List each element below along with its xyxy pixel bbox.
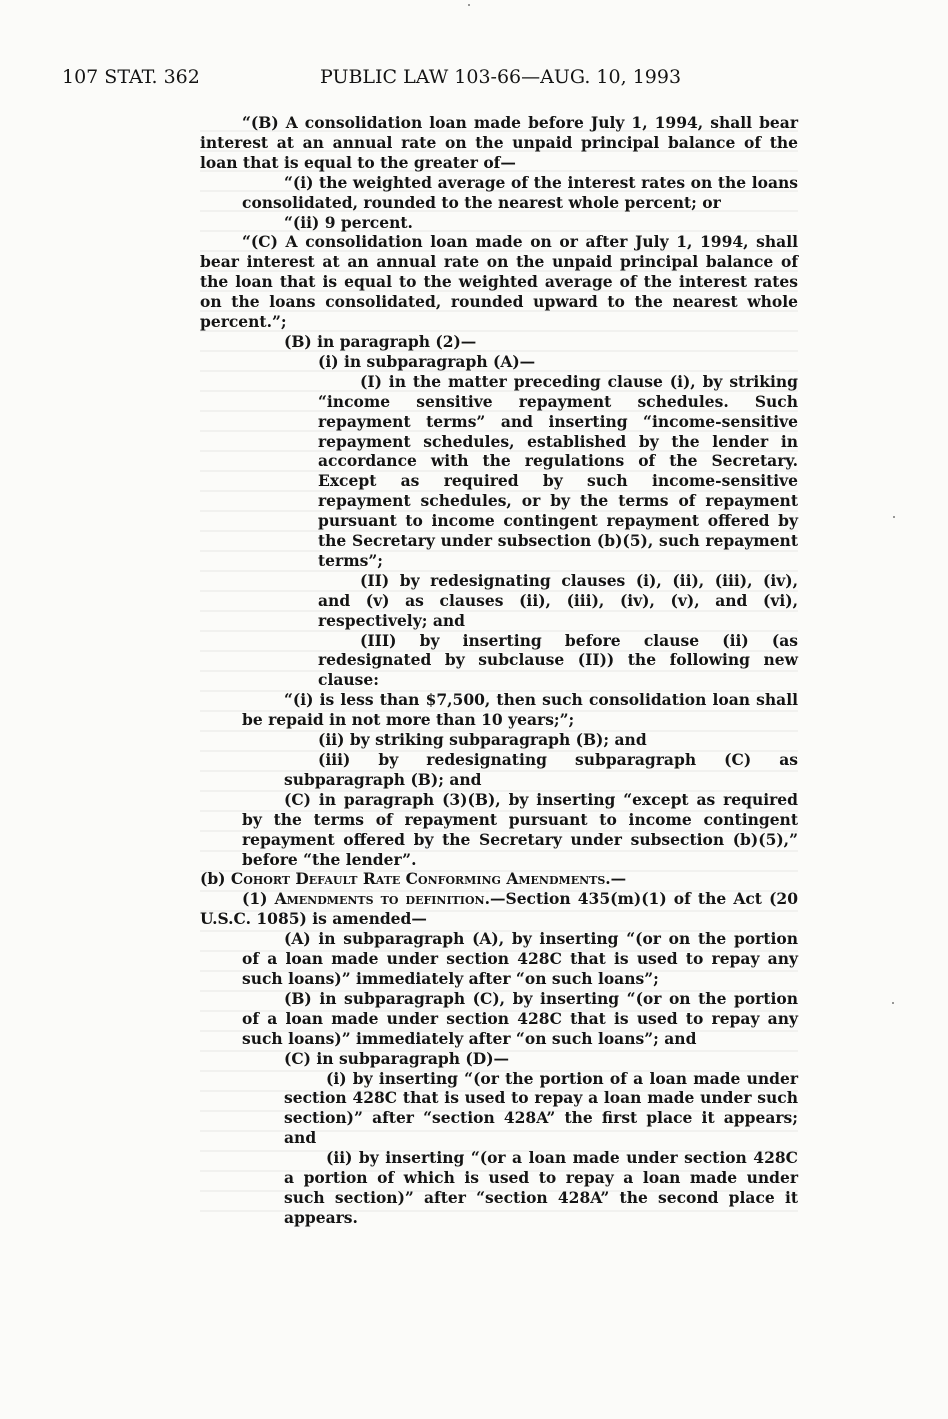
- page-header: [62, 62, 802, 92]
- paragraph-b-para-2: (B) in paragraph (2)—: [284, 331, 477, 351]
- scan-speck: [892, 1002, 894, 1004]
- amend-subpara-c: (C) in subparagraph (D)—: [284, 1048, 510, 1068]
- paragraph-consolidation-c: “(C) A consolidation loan made on or after July 1, 1994, shall bear interest at an annual rate on the unpaid principal balance of the loan that is equal to the weighted average of the interest rates on the loans consolidated, rounded upward to the nearest whole percent.”;: [200, 232, 798, 332]
- subclause-I: (I) in the matter preceding clause (i), by striking “income sensitive repayment schedules. Such repayment terms” and inserting “income-sensitive repayment schedules, established by the lender in accordance with the regulations of the Secretary. Except as required by such income-sensitive repayment schedules, or by the terms of repayment pursuant to income contingent repayment offered by the Secretary under subsection (b)(5), such repayment terms”;: [318, 371, 798, 570]
- public-law-title: PUBLIC LAW 103-66—AUG. 10, 1993: [320, 66, 682, 88]
- subparagraph-i-a: (i) in subparagraph (A)—: [318, 351, 536, 371]
- new-clause-i: “(i) is less than $7,500, then such consolidation loan shall be repaid in not more than 10 years;”;: [242, 690, 798, 730]
- clause-ii-nine-percent: “(ii) 9 percent.: [284, 212, 413, 232]
- amend-subpara-b: (B) in subparagraph (C), by inserting “(or on the portion of a loan made under section 428C that is used to repay any such loans)” immediately after “on such loans”; and: [242, 988, 798, 1048]
- subsection-b-label: (b): [200, 869, 226, 889]
- clause-ii-striking: (ii) by striking subparagraph (B); and: [318, 730, 647, 750]
- paragraph-consolidation-b: “(B) A consolidation loan made before July 1, 1994, shall bear interest at an annual rate on the unpaid principal balance of the loan that is equal to the greater of—: [200, 113, 798, 172]
- amend-clause-i: (i) by inserting “(or the portion of a loan made under section 428C that is used to repay a loan made under such section)” after “section 428A” the first place it appears; and: [284, 1068, 798, 1148]
- subclause-III: (III) by inserting before clause (ii) (as redesignated by subclause (II)) the following new clause:: [318, 630, 798, 690]
- subclause-II: (II) by redesignating clauses (i), (ii), (iii), (iv), and (v) as clauses (ii), (iii), (iv), (v), and (vi), respectively; and: [318, 570, 798, 630]
- scan-speck: [893, 516, 895, 518]
- amend-subpara-a: (A) in subparagraph (A), by inserting “(or on the portion of a loan made under section 428C that is used to repay any such loans)” immediately after “on such loans”;: [242, 929, 798, 988]
- paragraph-c-3b: (C) in paragraph (3)(B), by inserting “except as required by the terms of repayment pursuant to income contingent repayment offered by the Secretary under subsection (b)(5),” before “the lender”.: [242, 789, 798, 869]
- clause-iii-redesignating: (iii) by redesignating subparagraph (C) as subparagraph (B); and: [284, 750, 798, 789]
- scan-speck: [468, 4, 470, 6]
- amendments-to-definition: [200, 889, 798, 929]
- stat-citation: 107 STAT. 362: [62, 66, 200, 88]
- amendments-heading: Amendments to definition.: [274, 889, 490, 909]
- amendments-label: (1): [242, 889, 268, 909]
- subsection-b-heading: [200, 869, 798, 889]
- subsection-b-title: Cohort Default Rate Conforming Amendments.—: [230, 869, 627, 889]
- clause-i-weighted-average: “(i) the weighted average of the interest rates on the loans consolidated, rounded to the nearest whole percent; or: [242, 172, 798, 212]
- amendments-text: —Section 435(m)(1) of the Act (20 U.S.C. 1085) is amended—: [200, 889, 798, 929]
- amend-clause-ii: (ii) by inserting “(or a loan made under section 428C a portion of which is used to repay a loan made under such section)” after “section 428A” the second place it appears.: [284, 1148, 798, 1227]
- statute-body: [200, 113, 798, 1228]
